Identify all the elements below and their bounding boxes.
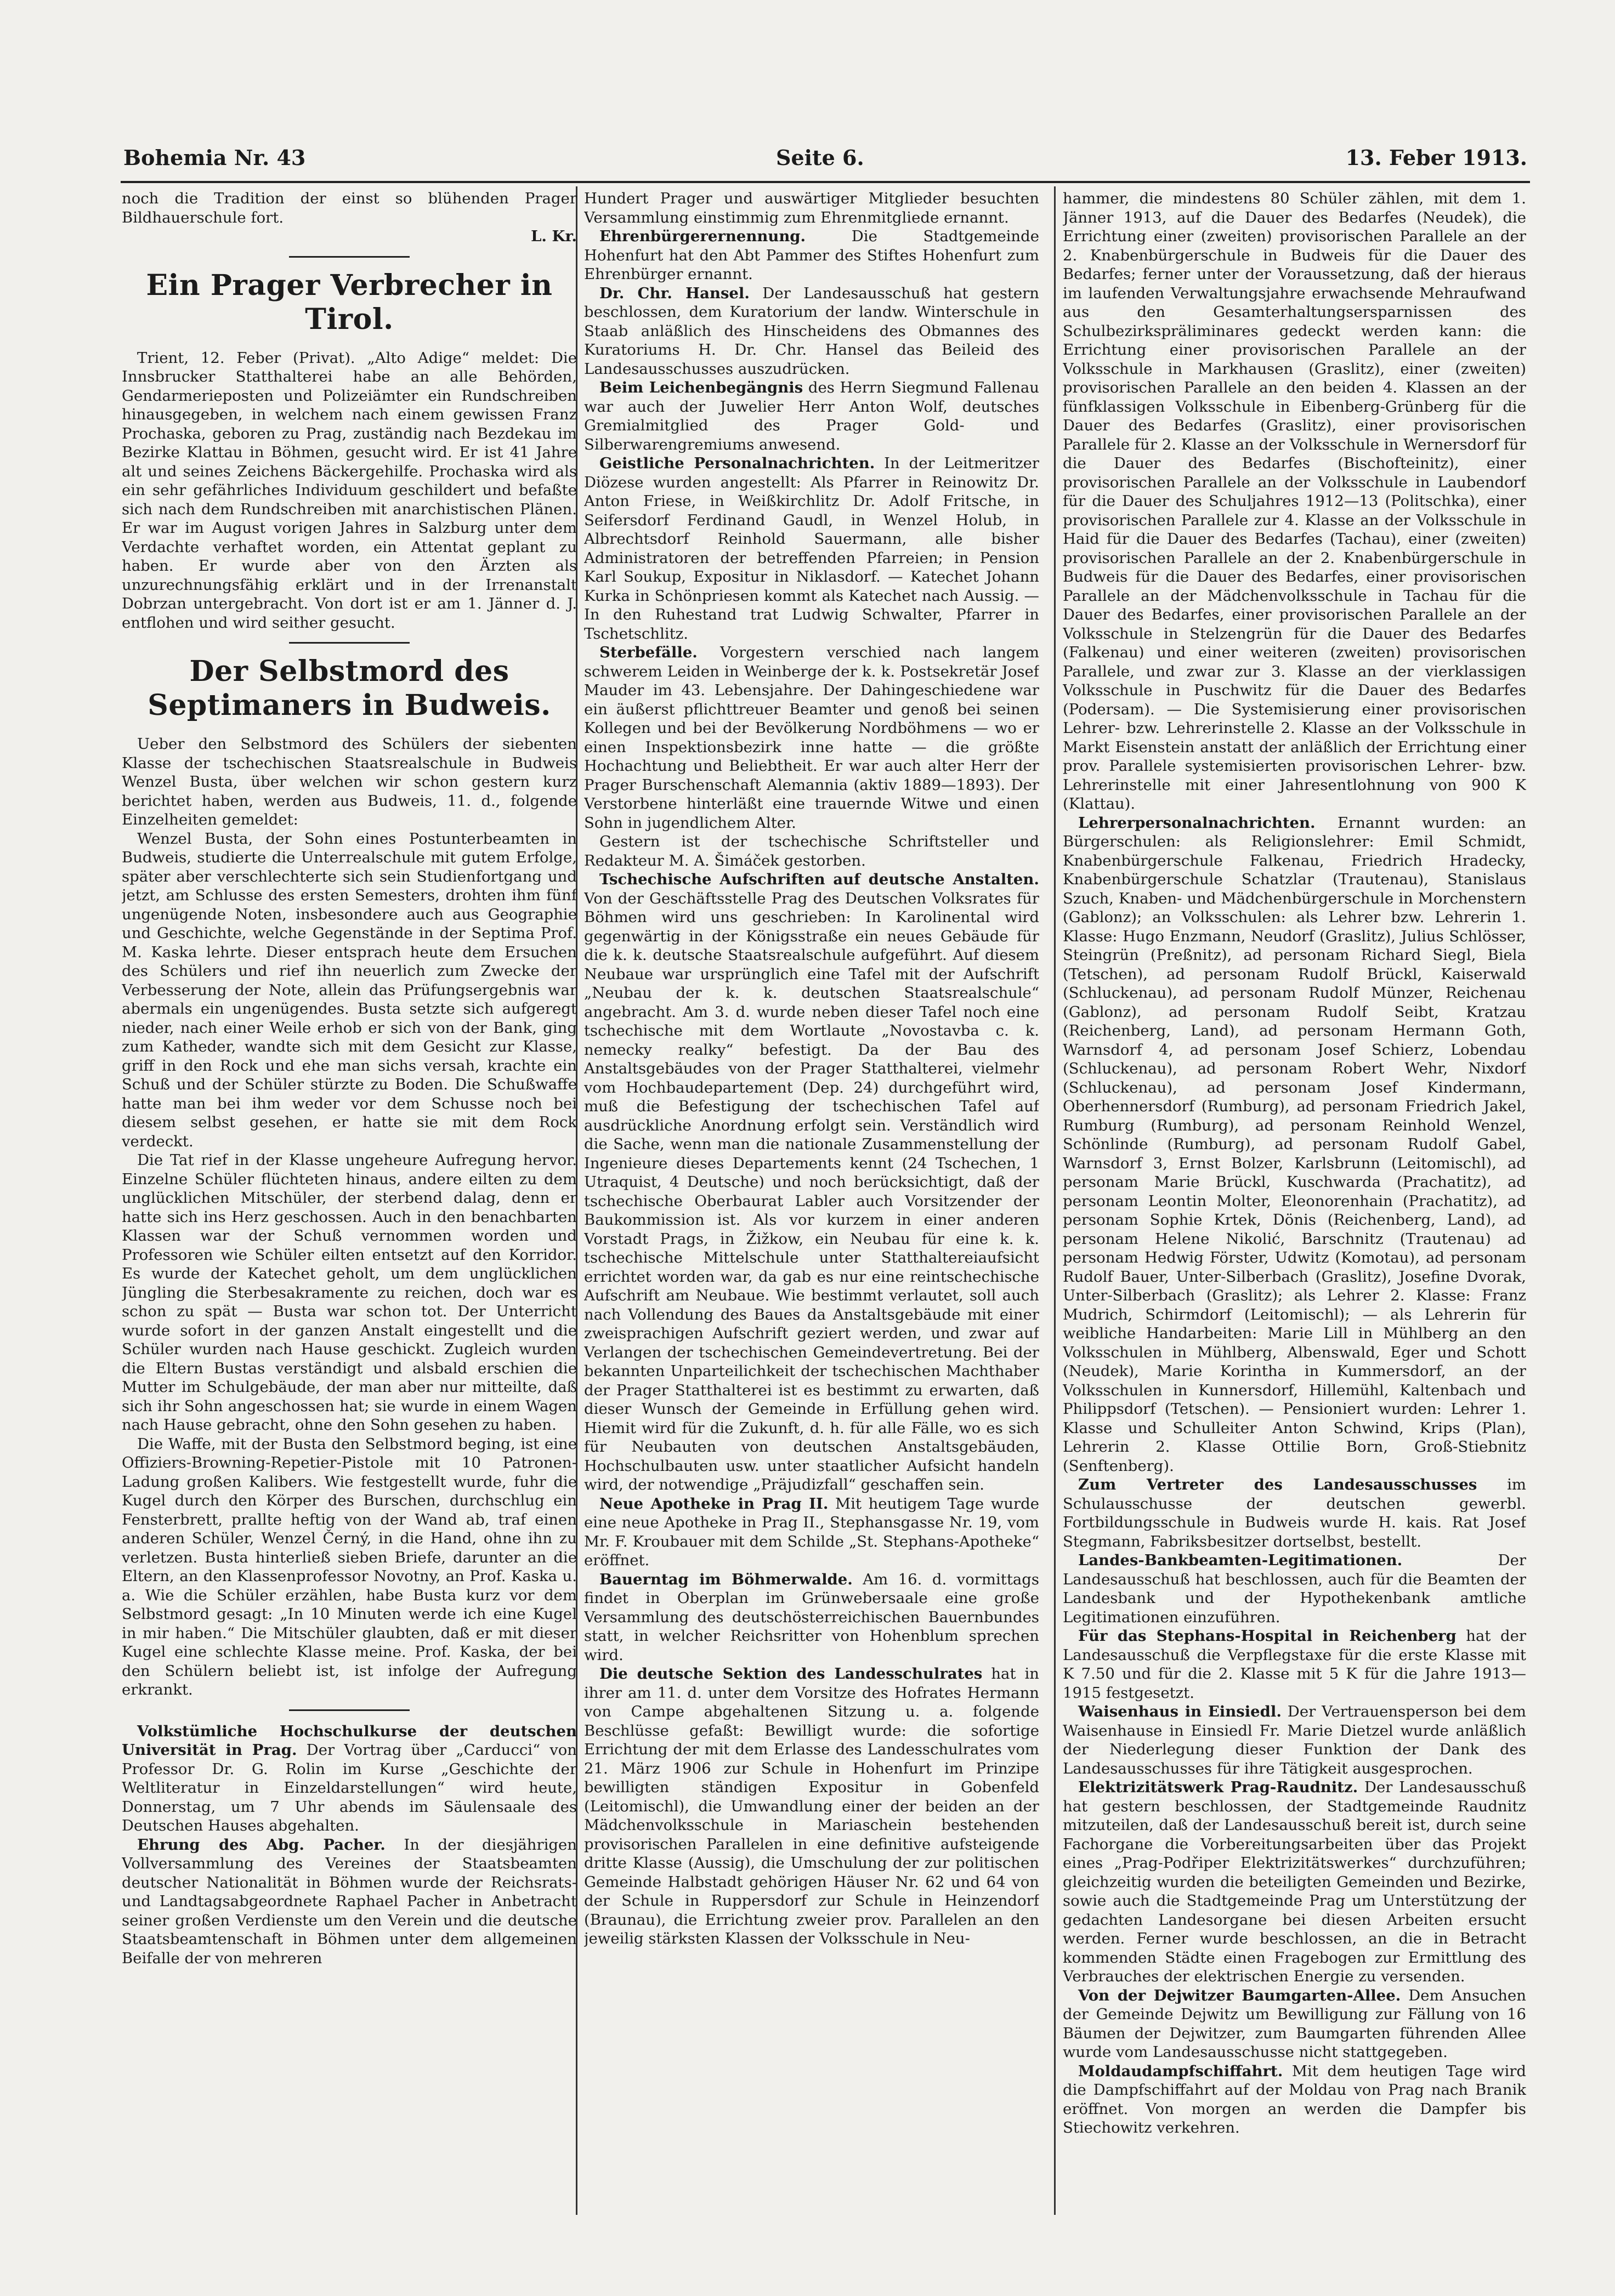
news-item-title: Für das Stephans-Hospital in Reichenberg — [1078, 1627, 1457, 1645]
news-item — [1063, 1551, 1526, 1627]
news-item — [1063, 1702, 1526, 1778]
news-item — [584, 643, 1039, 832]
news-item-text: Der Landesausschuß hat gestern beschlossen, der Stadtgemeinde Raudnitz mitzuteilen, daß der Landesausschuß bereit ist, durch seine Fachorgane die Vorbereitungsarbeiten über das Projekt eines „Prag-Podřiper Elektrizitätswerkes“ durchzuführen; gleichzeitig wurden die beteiligten Gemeinden und Bezirke, sowie auch die Stadtgemeinde Prag um Unterstützung der gedachten Landesorgane bei diesen Arbeiten ersucht werden. Ferner wurde beschlossen, an die in Betracht kommenden Städte einen Fragebogen zur Ermittlung des Verbrauches der elektrischen Energie zu versenden. — [1063, 1778, 1526, 1985]
headline: Ein Prager Verbrecher in Tirol. — [146, 268, 553, 336]
column-2 — [584, 189, 1039, 2218]
news-item — [584, 284, 1039, 379]
news-item-text: des Herrn Siegmund Fallenau war auch der Juwelier Herr Anton Wolf, deutsches Gremialmitglied des Prager Gold- und Silberwarengremiums anwesend. — [584, 379, 1039, 453]
newspaper-issue: Bohemia Nr. 43 — [123, 145, 306, 170]
news-item — [1063, 1475, 1526, 1551]
news-item — [584, 227, 1039, 284]
news-item — [1063, 2062, 1526, 2138]
news-item-text: Der Landesausschuß hat beschlossen, auch für die Beamten der Landesbank und der Hypothekenbank amtliche Legitimationen einzuführen. — [1063, 1551, 1526, 1626]
news-item — [584, 454, 1039, 643]
news-item-title: Geistliche Personalnachrichten. — [599, 454, 875, 472]
page-header — [123, 145, 1527, 178]
news-item-text: Von der Geschäftsstelle Prag des Deutschen Volksrates für Böhmen wird uns geschrieben: In Karolinental wird gegenwärtig in der Königsstraße ein neues Gebäude für die k. k. deutsche Staatsrealschule aufgeführt. Auf diesem Neubaue war ursprünglich eine Tafel mit der Aufschrift „Neubau der k. k. deutschen Staatsrealschule“ angebracht. Am 3. d. wurde neben dieser Tafel noch eine tschechische mit dem Wortlaute „Novostavba c. k. nemecky realky“ befestigt. Da der Bau des Anstaltsgebäudes von der Prager Statthalterei, vielmehr vom Hochbaudepartement (Dep. 24) durchgeführt wird, muß die Befestigung der tschechischen Tafel auf ausdrückliche Anordnung erfolgt sein. Verständlich wird die Sache, wenn man die nationale Zusammenstellung der Ingenieure dieses Departements kennt (24 Tschechen, 1 Utraquist, 4 Deutsche) und noch berücksichtigt, daß der tschechische Oberbaurat Labler auch Vorsitzender der Baukommission ist. Als vor kurzem in einer anderen Vorstadt Prags, in Žižkow, ein Neubau für eine k. k. tschechische Mittelschule unter Statthaltereiaufsicht errichtet worden war, da gab es nur eine reintschechische Aufschrift am Neubaue. Wie bestimmt verlautet, soll auch nach Vollendung des Baues da Anstaltsgebäude mit einer zweisprachigen Aufschrift geziert werden, und zwar auf Verlangen der tschechischen Gemeindevertretung. Bei der bekannten Unparteilichkeit der tschechischen Machthaber der Prager Statthalterei ist es bestimmt zu erwarten, daß dieser Wunsch der Gemeinde in Erfüllung gehen wird. Hiemit wird für die Zukunft, d. h. für alle Fälle, wo es sich für Neubauten von deutschen Anstaltsgebäuden, Hochschulbauten usw. unter staatlicher Aufsicht handeln wird, der notwendige „Präjudizfall“ geschaffen sein. — [584, 889, 1039, 1493]
news-item-text: hat der Landesausschuß die Verpflegstaxe für die erste Klasse mit K 7.50 und für die 2. Klasse mit 5 K für die Jahre 1913—1915 festgesetzt. — [1063, 1627, 1526, 1702]
author-signature: L. Kr. — [531, 228, 577, 245]
news-item-title: Landes-Bankbeamten-Legitimationen. — [1078, 1551, 1403, 1569]
issue-date: 13. Feber 1913. — [1345, 145, 1527, 170]
column-3 — [1063, 189, 1526, 2218]
headline: Der Selbstmord des Septimaners in Budweis. — [148, 655, 551, 722]
news-item — [584, 378, 1039, 454]
news-item-title: Ehrenbürgerernennung. — [599, 228, 806, 245]
column-rule — [1054, 186, 1056, 2215]
news-item — [584, 1494, 1039, 1570]
news-item-text: In der Leitmeritzer Diözese wurden angestellt: Als Pfarrer in Reinowitz Dr. Anton Friese, in Weißkirchlitz Dr. Adolf Fritsche, in Seifersdorf Ferdinand Gaudl, in Wenzel Holub, in Albrechtsdorf Reinhold Sauermann, alle bisher Administratoren der betreffenden Pfarreien; in Pension Karl Soukup, Expositur in Niklasdorf. — Katechet Johann Kurka in Schönpriesen kommt als Katechet nach Aussig. — In den Ruhestand trat Ludwig Schwalter, Pfarrer in Tschetschlitz. — [584, 454, 1039, 643]
news-item-title: Zum Vertreter des Landesausschusses — [1078, 1476, 1477, 1493]
news-item-text: Am 16. d. vormittags findet in Oberplan im Grünwebersaale eine große Versammlung des deutschösterreichischen Bauernbundes statt, in welcher Reichsritter von Hohenblum sprechen wird. — [584, 1570, 1039, 1664]
news-item — [1063, 1986, 1526, 2062]
news-item-text: In der diesjährigen Vollversammlung des Vereines der Staatsbeamten deutscher Nationalität in Böhmen wurde der Reichsrats- und Landtagsabgeordnete Raphael Pacher in Anbetracht seiner großen Verdienste um den Verein und die deutsche Staatsbeamtenschaft in Böhmen unter dem allgemeinen Beifalle der von mehreren — [122, 1835, 577, 1967]
divider — [289, 256, 410, 258]
article-paragraph: Die Tat rief in der Klasse ungeheure Aufregung hervor. Einzelne Schüler flüchteten hinaus, andere eilten zu dem unglücklichen Mitschüler, der sterbend dalag, denn er hatte sich ins Herz geschossen. Auch in den benachbarten Klassen war der Schuß vernommen worden und Professoren wie Schüler eilten entsetzt auf den Korridor. Es wurde der Katechet geholt, um dem unglücklichen Jüngling die Sterbesakramente zu reichen, doch war es schon zu spät — Busta war schon tot. Der Unterricht wurde sofort in der ganzen Anstalt eingestellt und die Schüler wurden nach Hause geschickt. Zugleich wurden die Eltern Bustas verständigt und alsbald erschien die Mutter im Schulgebäude, der man aber nur mitteilte, daß sich ihr Sohn angeschossen hat; sie wurde in einem Wagen nach Hause gebracht, ohne den Sohn gesehen zu haben. — [122, 1151, 577, 1434]
news-item — [122, 1722, 577, 1835]
article-paragraph: Wenzel Busta, der Sohn eines Postunterbeamten in Budweis, studierte die Unterrealschule mit gutem Erfolge, später aber verschlechterte sich sein Studienfortgang und jetzt, am Schlusse des ersten Semesters, drohten ihm fünf ungenügende Noten, insbesondere auch aus Geographie und Geschichte, welche Gegenstände in der Septima Prof. M. Kaska lehrte. Dieser entsprach heute dem Ersuchen des Schülers und rief ihn neuerlich zum Zwecke der Verbesserung der Note, allein das Prüfungsergebnis war abermals ein ungenügendes. Busta setzte sich aufgeregt nieder, nach einer Weile erhob er sich von der Bank, ging zum Katheder, wandte sich mit dem Gesicht zur Klasse, griff in den Rock und ehe man sichs versah, krachte ein Schuß und der Schüler stürzte zu Boden. Die Schußwaffe hatte man bei ihm weder vor dem Schusse noch bei diesem selbst gesehen, er hatte sie mit dem Rock verdeckt. — [122, 829, 577, 1150]
news-item-text: Ernannt wurden: an Bürgerschulen: als Religionslehrer: Emil Schmidt, Knabenbürgerschule Falkenau, Friedrich Hradecky, Knabenbürgerschule Schatzlar (Trautenau), Stanislaus Szuch, Knaben- und Mädchenbürgerschule in Morchenstern (Gablonz); an Volksschulen: als Lehrer bzw. Lehrerin 1. Klasse: Hugo Enzmann, Neudorf (Graslitz), Julius Schlösser, Steingrün (Preßnitz), ad personam Richard Siegl, Biela (Tetschen), ad personam Rudolf Brückl, Kaiserwald (Schluckenau), ad personam Rudolf Münzer, Reichenau (Gablonz), ad personam Rudolf Seibt, Kratzau (Reichenberg, Land), ad personam Hermann Goth, Warnsdorf 4, ad personam Josef Schierz, Lobendau (Schluckenau), ad personam Robert Wehr, Nixdorf (Schluckenau), ad personam Josef Kindermann, Oberhennersdorf (Rumburg), ad personam Friedrich Jakel, Rumburg (Rumburg), ad personam Reinhold Wenzel, Schönlinde (Rumburg), ad personam Rudolf Gabel, Warnsdorf 3, Ernst Bolzer, Karlsbrunn (Leitomischl), ad personam Marie Brückl, Kuschwarda (Prachatitz), ad personam Leontin Molter, Eleonorenhain (Prachatitz), ad personam Sophie Krtek, Dönis (Reichenberg, Land), ad personam Helene Nikolić, Barschnitz (Trautenau) ad personam Hedwig Förster, Udwitz (Komotau), ad personam Rudolf Bauer, Unter-Silberbach (Graslitz), Josefine Dvorak, Unter-Silberbach (Graslitz); als Lehrer 2. Klasse: Franz Mudrich, Schirmdorf (Leitomischl); — als Lehrerin für weibliche Handarbeiten: Marie Lill in Mühlberg an den Volksschulen in Mühlberg, Albenswald, Eger und Schott (Neudek), Marie Korintha in Kummersdorf, an der Volksschulen in Kunnersdorf, Hillemühl, Kaltenbach und Philippsdorf (Tetschen). — Pensioniert wurden: Lehrer 1. Klasse und Schulleiter Anton Schwind, Krips (Plan), Lehrerin 2. Klasse Ottilie Born, Groß-Stiebnitz (Senftenberg). — [1063, 814, 1526, 1475]
article-continuation: noch die Tradition der einst so blühenden Prager Bildhauerschule fort. — [122, 190, 577, 226]
news-item-title: Lehrerpersonalnachrichten. — [1078, 814, 1316, 832]
page-number: Seite 6. — [776, 145, 864, 170]
article-paragraph: Trient, 12. Feber (Privat). „Alto Adige“ meldet: Die Innsbrucker Statthalterei habe an alle Behörden, Gendarmerieposten und Polizeiämter ein Rundschreiben hinausgegeben, in welchem nach einem gewissen Franz Prochaska, geboren zu Prag, zuständig nach Bezdekau im Bezirke Klattau in Böhmen, gesucht wird. Er ist 41 Jahre alt und seines Zeichens Bäckergehilfe. Prochaska wird als ein sehr gefährliches Individuum geschildert und befaßte sich nach dem Rundschreiben mit anarchistischen Plänen. Er war im August vorigen Jahres in Salzburg unter dem Verdachte verhaftet worden, ein Attentat geplant zu haben. Er wurde aber von den Ärzten als unzurechnungsfähig erklärt und in der Irrenanstalt Dobrzan untergebracht. Von dort ist er am 1. Jänner d. J. entflohen und wird seither gesucht. — [122, 349, 577, 632]
news-item — [584, 870, 1039, 1494]
article-continuation: Hundert Prager und auswärtiger Mitglieder besuchten Versammlung einstimmig zum Ehrenmitgliede ernannt. — [584, 190, 1039, 226]
news-item-title: Ehrung des Abg. Pacher. — [137, 1835, 386, 1854]
news-item-text: Dem Ansuchen der Gemeinde Dejwitz um Bewilligung zur Fällung von 16 Bäumen der Dejwitzer, zum Baumgarten führenden Allee wurde vom Landesausschusse nicht stattgegeben. — [1063, 1986, 1526, 2061]
news-item-title: Von der Dejwitzer Baumgarten-Allee. — [1078, 1986, 1401, 2004]
news-item-text: Mit heutigem Tage wurde eine neue Apotheke in Prag II., Stephansgasse Nr. 19, vom Mr. F. Kroubauer mit dem Schilde „St. Stephans-Apotheke“ eröffnet. — [584, 1494, 1039, 1569]
article-paragraph: Die Waffe, mit der Busta den Selbstmord beging, ist eine Offiziers-Browning-Repetier-Pistole mit 10 Patronen-Ladung großen Kalibers. Wie festgestellt wurde, fuhr die Kugel durch den Körper des Burschen, durchschlug ein Fensterbrett, prallte heftig von der Wand ab, traf einen anderen Schüler, Wenzel Černý, in die Hand, ohne ihn zu verletzen. Busta hinterließ sieben Briefe, darunter an die Eltern, an den Klassenprofessor Novotny, an Prof. Kaska u. a. Wie die Schüler erzählen, habe Busta kurz vor dem Selbstmord gesagt: „In 10 Minuten werde ich eine Kugel in mir haben.“ Die Mitschüler glaubten, daß er mit dieser Kugel eine schlechte Klasse meine. Prof. Kaska, der bei den Schülern beliebt ist, ist infolge der Aufregung erkrankt. — [122, 1435, 577, 1698]
header-rule — [121, 181, 1530, 183]
news-item — [584, 1570, 1039, 1665]
news-item-title: Die deutsche Sektion des Landesschulrates — [599, 1665, 983, 1683]
column-1 — [122, 189, 577, 2218]
news-item-text: Der Vortrag über „Carducci“ von Professor Dr. G. Rolin im Kurse „Geschichte der Weltliteratur in Einzeldarstellungen“ wird heute, Donnerstag, um 7 Uhr abends im Säulensaale des Deutschen Hauses abgehalten. — [122, 1741, 577, 1834]
news-item: Gestern ist der tschechische Schriftsteller und Redakteur M. A. Šimáček gestorben. — [584, 833, 1039, 869]
news-item-text: Die Stadtgemeinde Hohenfurt hat den Abt Pammer des Stiftes Hohenfurt zum Ehrenbürger ernannt. — [584, 228, 1039, 283]
news-item — [1063, 814, 1526, 1476]
news-item-text: Vorgestern verschied nach langem schwerem Leiden in Weinberge der k. k. Postsekretär Josef Mauder im 43. Lebensjahre. Der Dahingeschiedene war ein äußerst pflichttreuer Beamter und genoß bei seinen Kollegen und bei der Bevölkerung Nordböhmens — wo er einen Inspektionsbezirk inne hatte — die größte Hochachtung und Beliebtheit. Er war auch alter Herr der Prager Burschenschaft Alemannia (aktiv 1889—1893). Der Verstorbene hinterläßt eine trauernde Witwe und einen Sohn in jugendlichem Alter. — [584, 644, 1039, 832]
news-item-title: Volkstümliche Hochschulkurse der deutschen Universität in Prag. — [122, 1722, 577, 1759]
divider — [289, 1709, 410, 1711]
article-continuation: hammer, die mindestens 80 Schüler zählen, mit dem 1. Jänner 1913, auf die Dauer des Bedarfes (Neudek), die Errichtung einer (zweiten) provisorischen Parallele an der 2. Knabenbürgerschule in Budweis für die Dauer des Bedarfes; ferner unter der Voraussetzung, daß der hieraus im laufenden Verwaltungsjahre erwachsende Mehraufwand aus den Gesamterhaltungsersparnissen des Schulbezirkspräliminares gedeckt werden kann: die Errichtung einer provisorischen Parallele an der Volksschule in Markhausen (Graslitz), einer (zweiten) provisorischen Parallele an den beiden 4. Klassen an der fünfklassigen Volksschule in Eibenberg-Grünberg für die Dauer des Bedarfes (Graslitz), einer provisorischen Parallele für 2. Klasse an der Volksschule in Wernersdorf für die Dauer des Bedarfes (Bischofteinitz), einer provisorischen Parallele an der Volksschule in Laubendorf für die Dauer des Schuljahres 1912—13 (Politschka), einer provisorischen Parallele zur 4. Klasse an der Volksschule in Haid für die Dauer des Bedarfes (Tachau), einer (zweiten) provisorischen Parallele an der 2. Knabenbürgerschule in Budweis für die Dauer des Bedarfes, einer provisorischen Parallele an der Mädchenvolksschule in Tachau für die Dauer des Bedarfes, einer provisorischen Parallele an der Volksschule in Stelzengrün für die Dauer des Bedarfes (Falkenau) und einer weiteren (zweiten) provisorischen Parallele, und zwar zur 3. Klasse an der vierklassigen Volksschule in Puschwitz für die Dauer des Bedarfes (Podersam). — Die Systemisierung einer provisorischen Lehrer- bzw. Lehrerinstelle 2. Klasse an der Volksschule in Markt Eisenstein anstatt der anläßlich der Errichtung einer prov. Parallele systemisierten provisorischen Lehrer- bzw. Lehrerinstelle mit einer Jahresentlohnung von 900 K (Klattau). — [1063, 190, 1526, 812]
news-item-text: hat in ihrer am 11. d. unter dem Vorsitze des Hofrates Hermann von Campe abgehaltenen Sitzung u. a. folgende Beschlüsse gefaßt: Bewilligt wurde: die sofortige Errichtung der mit dem Erlasse des Landesschulrates vom 21. März 1906 zur Schule in Hohenfurt im Prinzipe bewilligten ständigen Expositur in Gobenfeld (Leitomischl), die Umwandlung einer der beiden an der Mädchenvolksschule in Mariaschein bestehenden provisorischen Parallelen in eine definitive aufsteigende dritte Klasse (Aussig), die Umschulung der zur politischen Gemeinde Halbstadt gehörigen Häuser Nr. 62 und 64 von der Schule in Ruppersdorf zur Schule in Heinzendorf (Braunau), die Errichtung zweier prov. Parallelen an den jeweilig stärksten Klassen der Volksschule in Neu- — [584, 1665, 1039, 1947]
news-item-text: im Schulausschusse der deutschen gewerbl. Fortbildungsschule in Budweis wurde H. kais. Rat Josef Stegmann, Fabriksbesitzer dortselbst, bestellt. — [1063, 1476, 1526, 1550]
news-item-title: Elektrizitätswerk Prag-Raudnitz. — [1078, 1778, 1358, 1796]
news-item — [122, 1835, 577, 1968]
news-item-title: Waisenhaus in Einsiedl. — [1078, 1703, 1282, 1720]
news-item-title: Bauerntag im Böhmerwalde. — [599, 1570, 853, 1588]
article-paragraph: Ueber den Selbstmord des Schülers der siebenten Klasse der tschechischen Staatsrealschule in Budweis Wenzel Busta, über welchen wir schon gestern kurz berichtet haben, werden aus Budweis, 11. d., folgende Einzelheiten gemeldet: — [122, 735, 577, 828]
news-item-title: Sterbefälle. — [599, 644, 698, 661]
news-item-text: Der Vertrauensperson bei dem Waisenhause in Einsiedl Fr. Marie Dietzel wurde anläßlich der Niederlegung dieser Funktion der Dank des Landesausschusses für ihre Tätigkeit ausgesprochen. — [1063, 1703, 1526, 1777]
news-item — [1063, 1778, 1526, 1986]
news-item-text: Der Landesausschuß hat gestern beschlossen, dem Kuratorium der landw. Winterschule in Staab anläßlich des Hinscheidens des Obmannes des Kuratoriums H. Dr. Chr. Hansel das Beileid des Landesausschusses auszudrücken. — [584, 284, 1039, 378]
divider — [289, 642, 410, 644]
news-item — [1063, 1627, 1526, 1702]
news-item-title: Moldaudampfschiffahrt. — [1078, 2062, 1283, 2080]
news-item-title: Beim Leichenbegängnis — [599, 379, 803, 396]
news-item — [584, 1664, 1039, 1948]
news-item-title: Tschechische Aufschriften auf deutsche Anstalten. — [599, 871, 1039, 888]
news-item-text: Mit dem heutigen Tage wird die Dampfschiffahrt auf der Moldau von Prag nach Branik eröffnet. Von morgen an werden die Dampfer bis Stiechowitz verkehren. — [1063, 2062, 1526, 2136]
news-item-title: Neue Apotheke in Prag II. — [599, 1494, 829, 1513]
news-item-title: Dr. Chr. Hansel. — [599, 284, 750, 302]
